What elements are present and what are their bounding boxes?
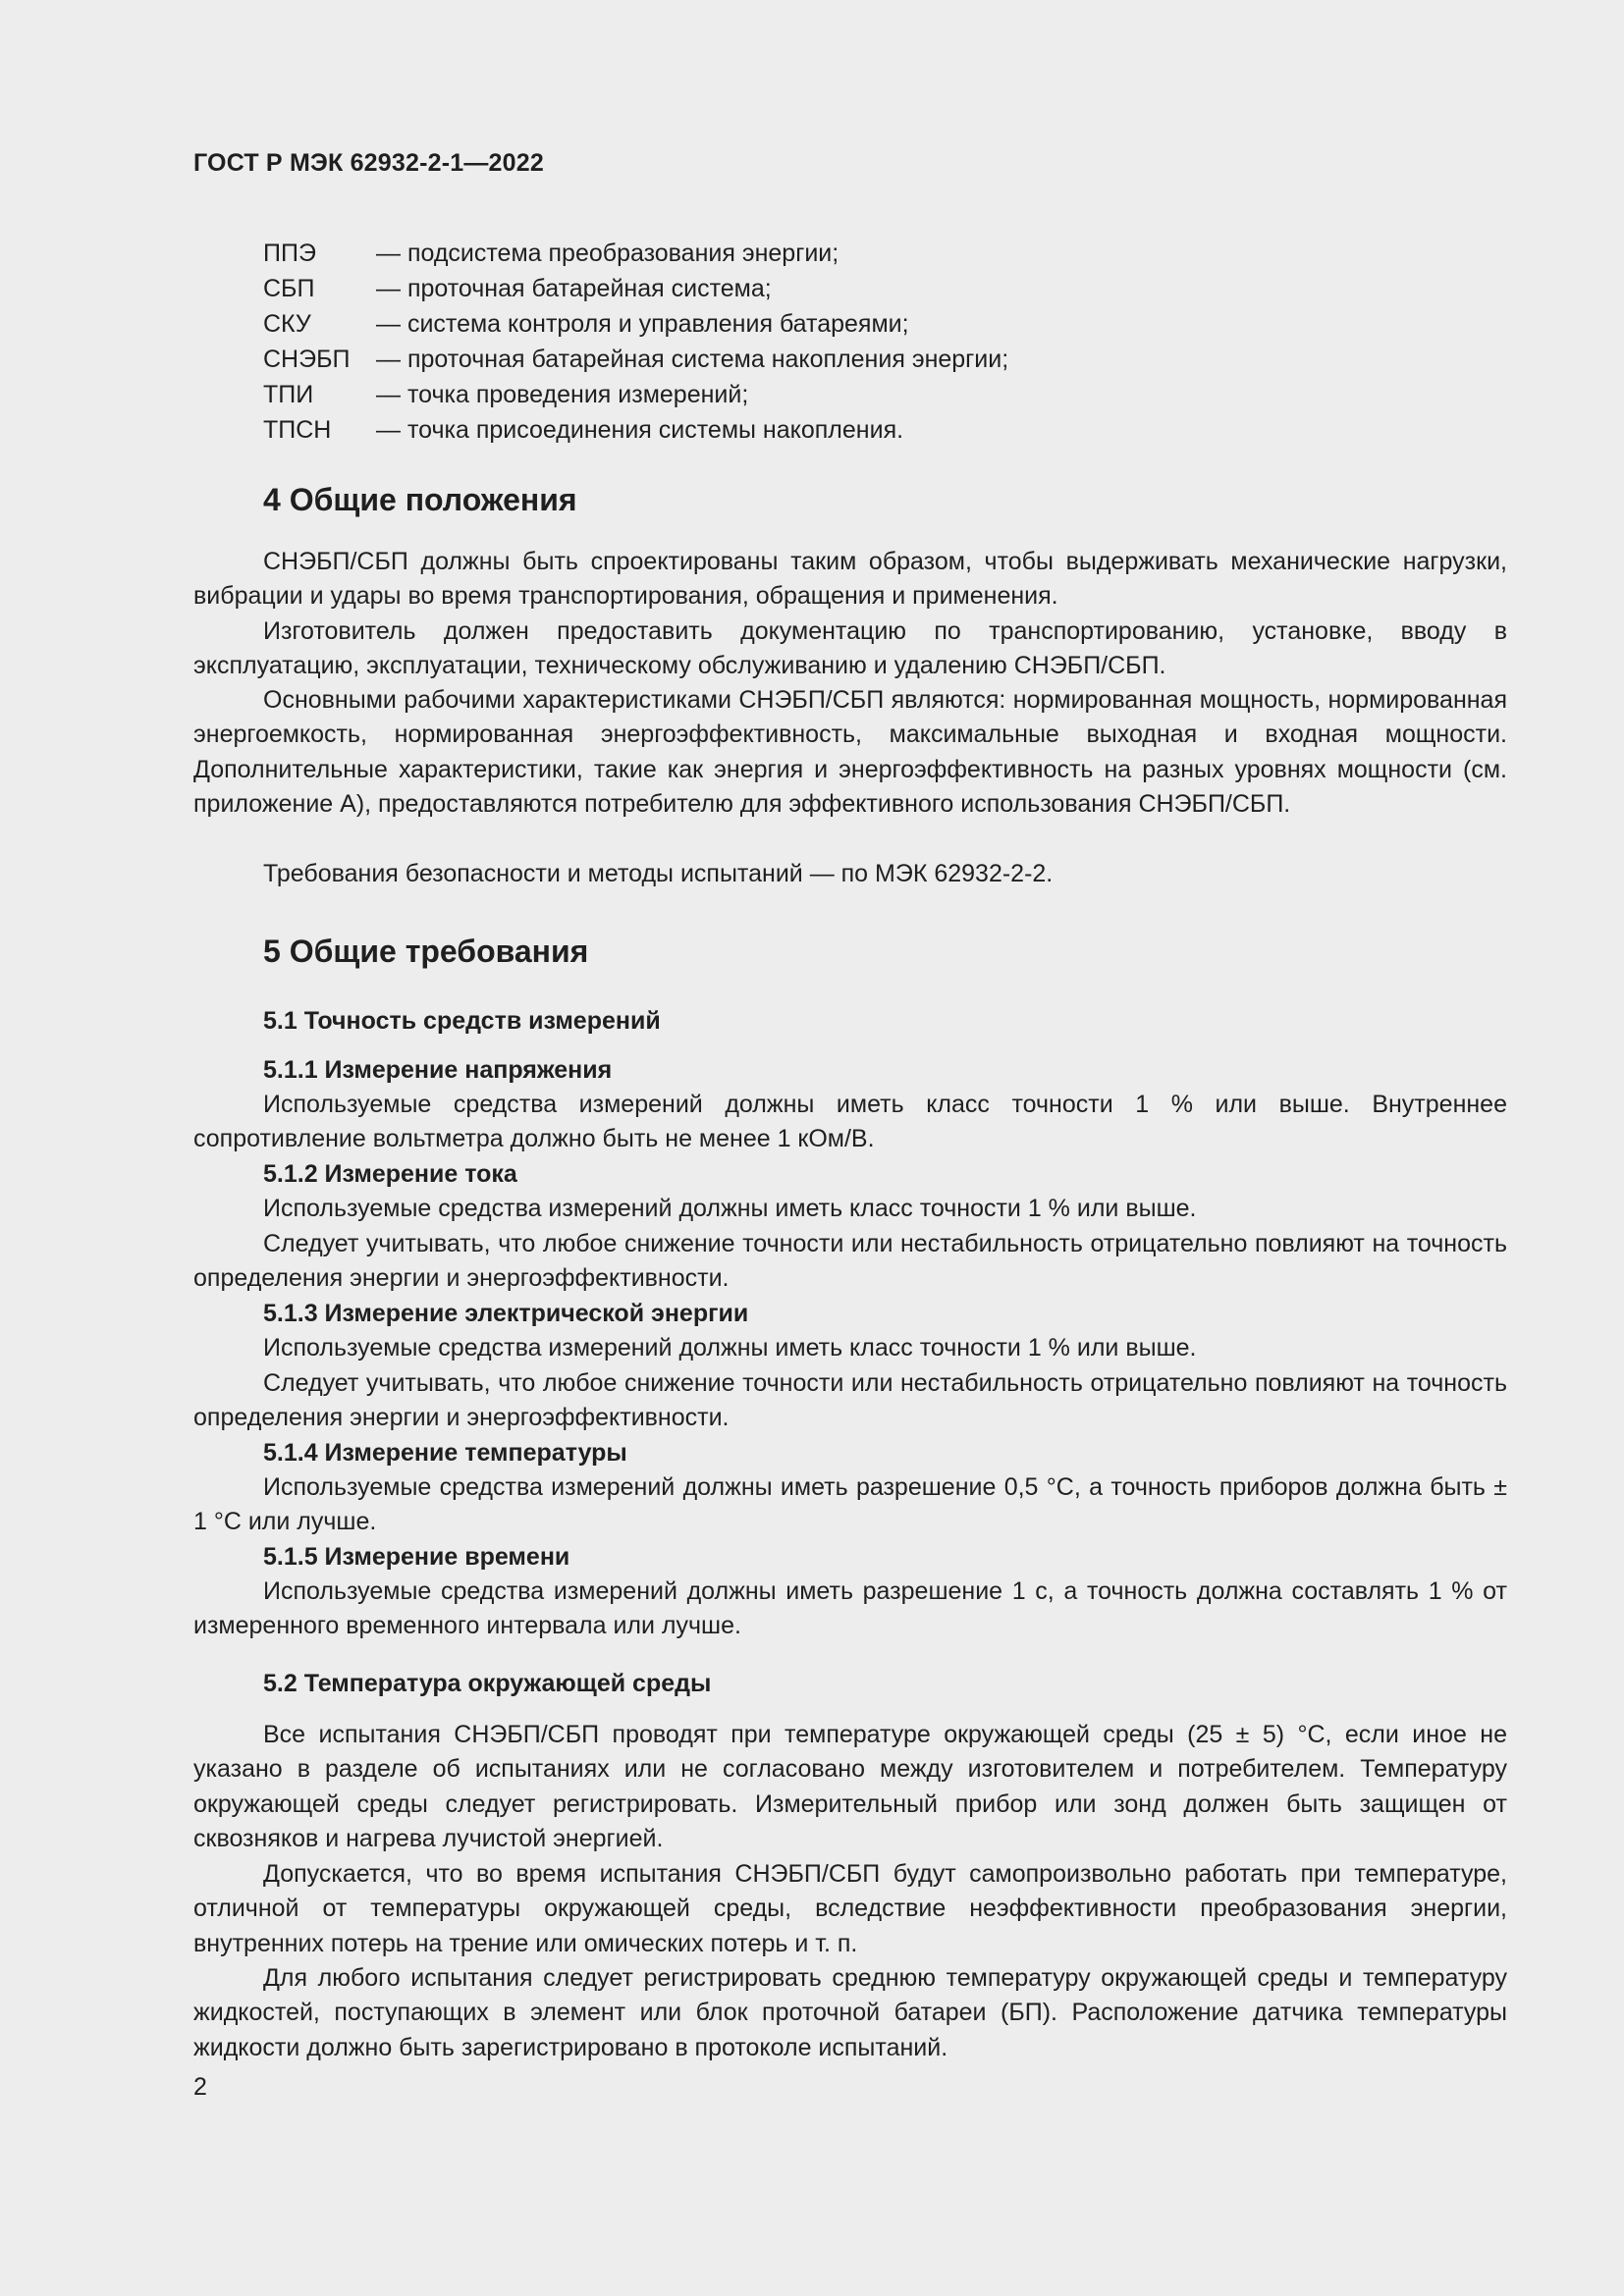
clause-5-1-3-text: Используемые средства измерений должны иметь класс точности 1 % или выше. [263,1334,1197,1362]
section-4-paragraph: Требования безопасности и методы испытаний — по МЭК 62932-2-2. [263,860,1054,887]
abbreviation-term: СКУ [263,310,311,338]
abbreviation-term: ТПСН [263,416,332,444]
abbreviation-definition: — подсистема преобразования энергии; [376,240,839,267]
clause-5-1-3-heading: 5.1.3 Измерение электрической энергии [263,1300,749,1327]
abbreviation-definition: — проточная батарейная система накопления энергии; [376,346,1009,373]
clause-5-1-2-text: Следует учитывать, что любое снижение точности или нестабильность отрицательно повлияют на точность определения энергии и энергоэффективности. [193,1230,1507,1293]
abbreviation-term: ТПИ [263,381,314,408]
subsection-5-2-paragraph: Все испытания СНЭБП/СБП проводят при температуре окружающей среды (25 ± 5) °С, если иное не указано в разделе об испытаниях или не согласовано между изготовителем и потребителем. Температуру окружающей среды следует регистрировать. Измерительный прибор или зонд должен быть защищен от сквозняков и нагрева лучистой энергией. [193,1721,1507,1853]
page-number: 2 [193,2073,207,2101]
abbreviation-definition: — точка проведения измерений; [376,381,749,408]
clause-5-1-4-heading: 5.1.4 Измерение температуры [263,1439,627,1467]
subsection-5-2-paragraph: Для любого испытания следует регистрировать среднюю температуру окружающей среды и температуру жидкостей, поступающих в элемент или блок проточной батареи (БП). Расположение датчика температуры жидкости должно быть зарегистрировано в протоколе испытаний. [193,1964,1507,2061]
abbreviation-definition: — система контроля и управления батареями; [376,310,909,338]
abbreviation-item [263,306,1008,342]
abbreviation-definition: — проточная батарейная система; [376,275,772,302]
clause-5-1-1-heading: 5.1.1 Измерение напряжения [263,1056,613,1084]
abbreviation-item [263,412,1008,448]
clause-5-1-3-text: Следует учитывать, что любое снижение точности или нестабильность отрицательно повлияют на точность определения энергии и энергоэффективности. [193,1369,1507,1432]
clause-5-1-2-text: Используемые средства измерений должны иметь класс точности 1 % или выше. [263,1195,1197,1222]
section-4-paragraph: СНЭБП/СБП должны быть спроектированы таким образом, чтобы выдерживать механические нагрузки, вибрации и удары во время транспортирования, обращения и применения. [193,548,1507,611]
clause-5-1-4-text: Используемые средства измерений должны иметь разрешение 0,5 °С, а точность приборов должна быть ± 1 °С или лучше. [193,1473,1507,1536]
abbreviation-term: СБП [263,275,315,302]
abbreviation-definition: — точка присоединения системы накопления. [376,416,904,444]
clause-5-1-5-heading: 5.1.5 Измерение времени [263,1543,570,1571]
section-4-heading: 4 Общие положения [263,482,577,517]
abbreviation-item [263,236,1008,271]
clause-5-1-2-heading: 5.1.2 Измерение тока [263,1160,517,1188]
subsection-5-1-heading: 5.1 Точность средств измерений [263,1007,661,1035]
subsection-5-2-heading: 5.2 Температура окружающей среды [263,1670,712,1697]
abbreviations-list [263,236,1008,448]
clause-5-1-5-text: Используемые средства измерений должны иметь разрешение 1 с, а точность должна составлять 1 % от измеренного временного интервала или лучше. [193,1577,1507,1640]
abbreviation-item [263,271,1008,306]
abbreviation-term: СНЭБП [263,346,351,373]
clause-5-1-1-text: Используемые средства измерений должны иметь класс точности 1 % или выше. Внутреннее сопротивление вольтметра должно быть не менее 1 кОм/В. [193,1091,1507,1153]
abbreviation-term: ППЭ [263,240,316,267]
abbreviation-item [263,377,1008,412]
section-4-paragraph: Изготовитель должен предоставить документацию по транспортированию, установке, вводу в эксплуатацию, эксплуатации, техническому обслуживанию и удалению СНЭБП/СБП. [193,617,1507,680]
section-5-heading: 5 Общие требования [263,934,589,969]
section-4-paragraph: Основными рабочими характеристиками СНЭБП/СБП являются: нормированная мощность, нормированная энергоемкость, нормированная энергоэффективность, максимальные выходная и входная мощности. Дополнительные характеристики, такие как энергия и энергоэффективность на разных уровнях мощности (см. приложение А), предоставляются потребителю для эффективного использования СНЭБП/СБП. [193,686,1507,819]
abbreviation-item [263,342,1008,377]
subsection-5-2-paragraph: Допускается, что во время испытания СНЭБП/СБП будут самопроизвольно работать при температуре, отличной от температуры окружающей среды, вследствие неэффективности преобразования энергии, внутренних потерь на трение или омических потерь и т. п. [193,1860,1507,1957]
running-header: ГОСТ Р МЭК 62932-2-1—2022 [193,149,544,177]
